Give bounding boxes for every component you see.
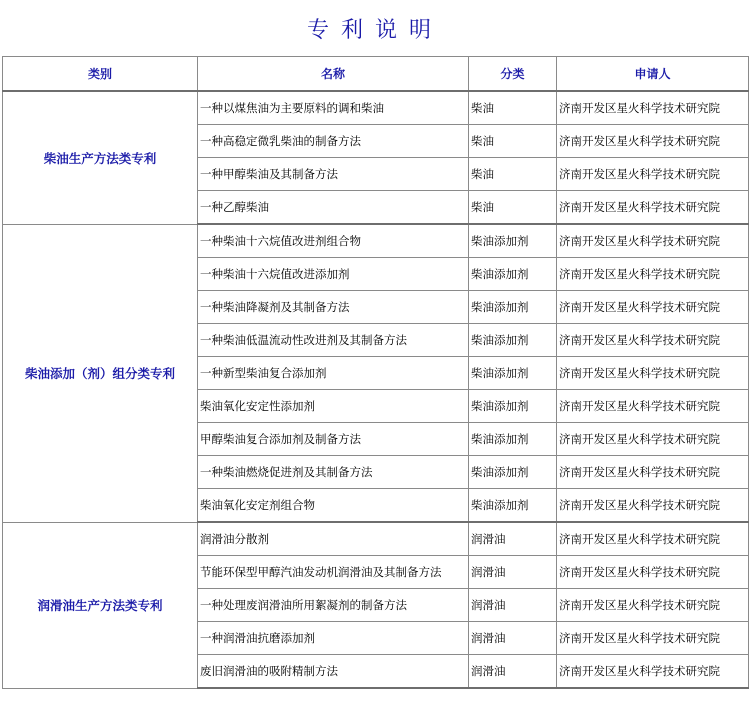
- table-body: [3, 91, 749, 688]
- classification-cell: 柴油添加剂: [469, 224, 557, 258]
- applicant-cell: 济南开发区星火科学技术研究院: [557, 357, 749, 390]
- name-cell: 柴油氧化安定剂组合物: [198, 489, 469, 523]
- header-row: [3, 57, 749, 92]
- name-cell: 润滑油分散剂: [198, 522, 469, 556]
- category-cell: 柴油添加（剂）组分类专利: [3, 224, 198, 522]
- applicant-cell: 济南开发区星火科学技术研究院: [557, 191, 749, 225]
- name-cell: 一种柴油燃烧促进剂及其制备方法: [198, 456, 469, 489]
- patent-table: [2, 56, 749, 689]
- classification-cell: 润滑油: [469, 622, 557, 655]
- classification-cell: 柴油添加剂: [469, 489, 557, 523]
- applicant-cell: 济南开发区星火科学技术研究院: [557, 91, 749, 125]
- name-cell: 一种甲醇柴油及其制备方法: [198, 158, 469, 191]
- applicant-cell: 济南开发区星火科学技术研究院: [557, 556, 749, 589]
- name-cell: 一种柴油十六烷值改进添加剂: [198, 258, 469, 291]
- classification-cell: 柴油: [469, 125, 557, 158]
- applicant-cell: 济南开发区星火科学技术研究院: [557, 622, 749, 655]
- name-cell: 一种高稳定微乳柴油的制备方法: [198, 125, 469, 158]
- applicant-cell: 济南开发区星火科学技术研究院: [557, 489, 749, 523]
- header-name: 名称: [198, 57, 469, 92]
- classification-cell: 柴油: [469, 191, 557, 225]
- applicant-cell: 济南开发区星火科学技术研究院: [557, 125, 749, 158]
- header-classification: 分类: [469, 57, 557, 92]
- category-cell: 柴油生产方法类专利: [3, 91, 198, 224]
- table-row: [3, 224, 749, 258]
- table-row: [3, 91, 749, 125]
- name-cell: 节能环保型甲醇汽油发动机润滑油及其制备方法: [198, 556, 469, 589]
- applicant-cell: 济南开发区星火科学技术研究院: [557, 158, 749, 191]
- applicant-cell: 济南开发区星火科学技术研究院: [557, 655, 749, 689]
- classification-cell: 润滑油: [469, 655, 557, 689]
- applicant-cell: 济南开发区星火科学技术研究院: [557, 423, 749, 456]
- name-cell: 柴油氧化安定性添加剂: [198, 390, 469, 423]
- name-cell: 一种柴油低温流动性改进剂及其制备方法: [198, 324, 469, 357]
- header-applicant: 申请人: [557, 57, 749, 92]
- classification-cell: 柴油添加剂: [469, 423, 557, 456]
- name-cell: 废旧润滑油的吸附精制方法: [198, 655, 469, 689]
- applicant-cell: 济南开发区星火科学技术研究院: [557, 258, 749, 291]
- applicant-cell: 济南开发区星火科学技术研究院: [557, 589, 749, 622]
- applicant-cell: 济南开发区星火科学技术研究院: [557, 390, 749, 423]
- name-cell: 一种新型柴油复合添加剂: [198, 357, 469, 390]
- classification-cell: 柴油添加剂: [469, 456, 557, 489]
- name-cell: 甲醇柴油复合添加剂及制备方法: [198, 423, 469, 456]
- classification-cell: 润滑油: [469, 589, 557, 622]
- name-cell: 一种以煤焦油为主要原料的调和柴油: [198, 91, 469, 125]
- classification-cell: 柴油添加剂: [469, 258, 557, 291]
- classification-cell: 柴油添加剂: [469, 291, 557, 324]
- name-cell: 一种润滑油抗磨添加剂: [198, 622, 469, 655]
- classification-cell: 柴油添加剂: [469, 390, 557, 423]
- applicant-cell: 济南开发区星火科学技术研究院: [557, 522, 749, 556]
- classification-cell: 柴油添加剂: [469, 357, 557, 390]
- page-title: 专利说明: [306, 17, 443, 43]
- name-cell: 一种乙醇柴油: [198, 191, 469, 225]
- name-cell: 一种柴油十六烷值改进剂组合物: [198, 224, 469, 258]
- classification-cell: 润滑油: [469, 556, 557, 589]
- applicant-cell: 济南开发区星火科学技术研究院: [557, 324, 749, 357]
- category-cell: 润滑油生产方法类专利: [3, 522, 198, 688]
- header-category: 类别: [3, 57, 198, 92]
- applicant-cell: 济南开发区星火科学技术研究院: [557, 456, 749, 489]
- table-row: [3, 522, 749, 556]
- name-cell: 一种处理废润滑油所用絮凝剂的制备方法: [198, 589, 469, 622]
- classification-cell: 柴油: [469, 91, 557, 125]
- applicant-cell: 济南开发区星火科学技术研究院: [557, 291, 749, 324]
- classification-cell: 润滑油: [469, 522, 557, 556]
- classification-cell: 柴油添加剂: [469, 324, 557, 357]
- name-cell: 一种柴油降凝剂及其制备方法: [198, 291, 469, 324]
- applicant-cell: 济南开发区星火科学技术研究院: [557, 224, 749, 258]
- classification-cell: 柴油: [469, 158, 557, 191]
